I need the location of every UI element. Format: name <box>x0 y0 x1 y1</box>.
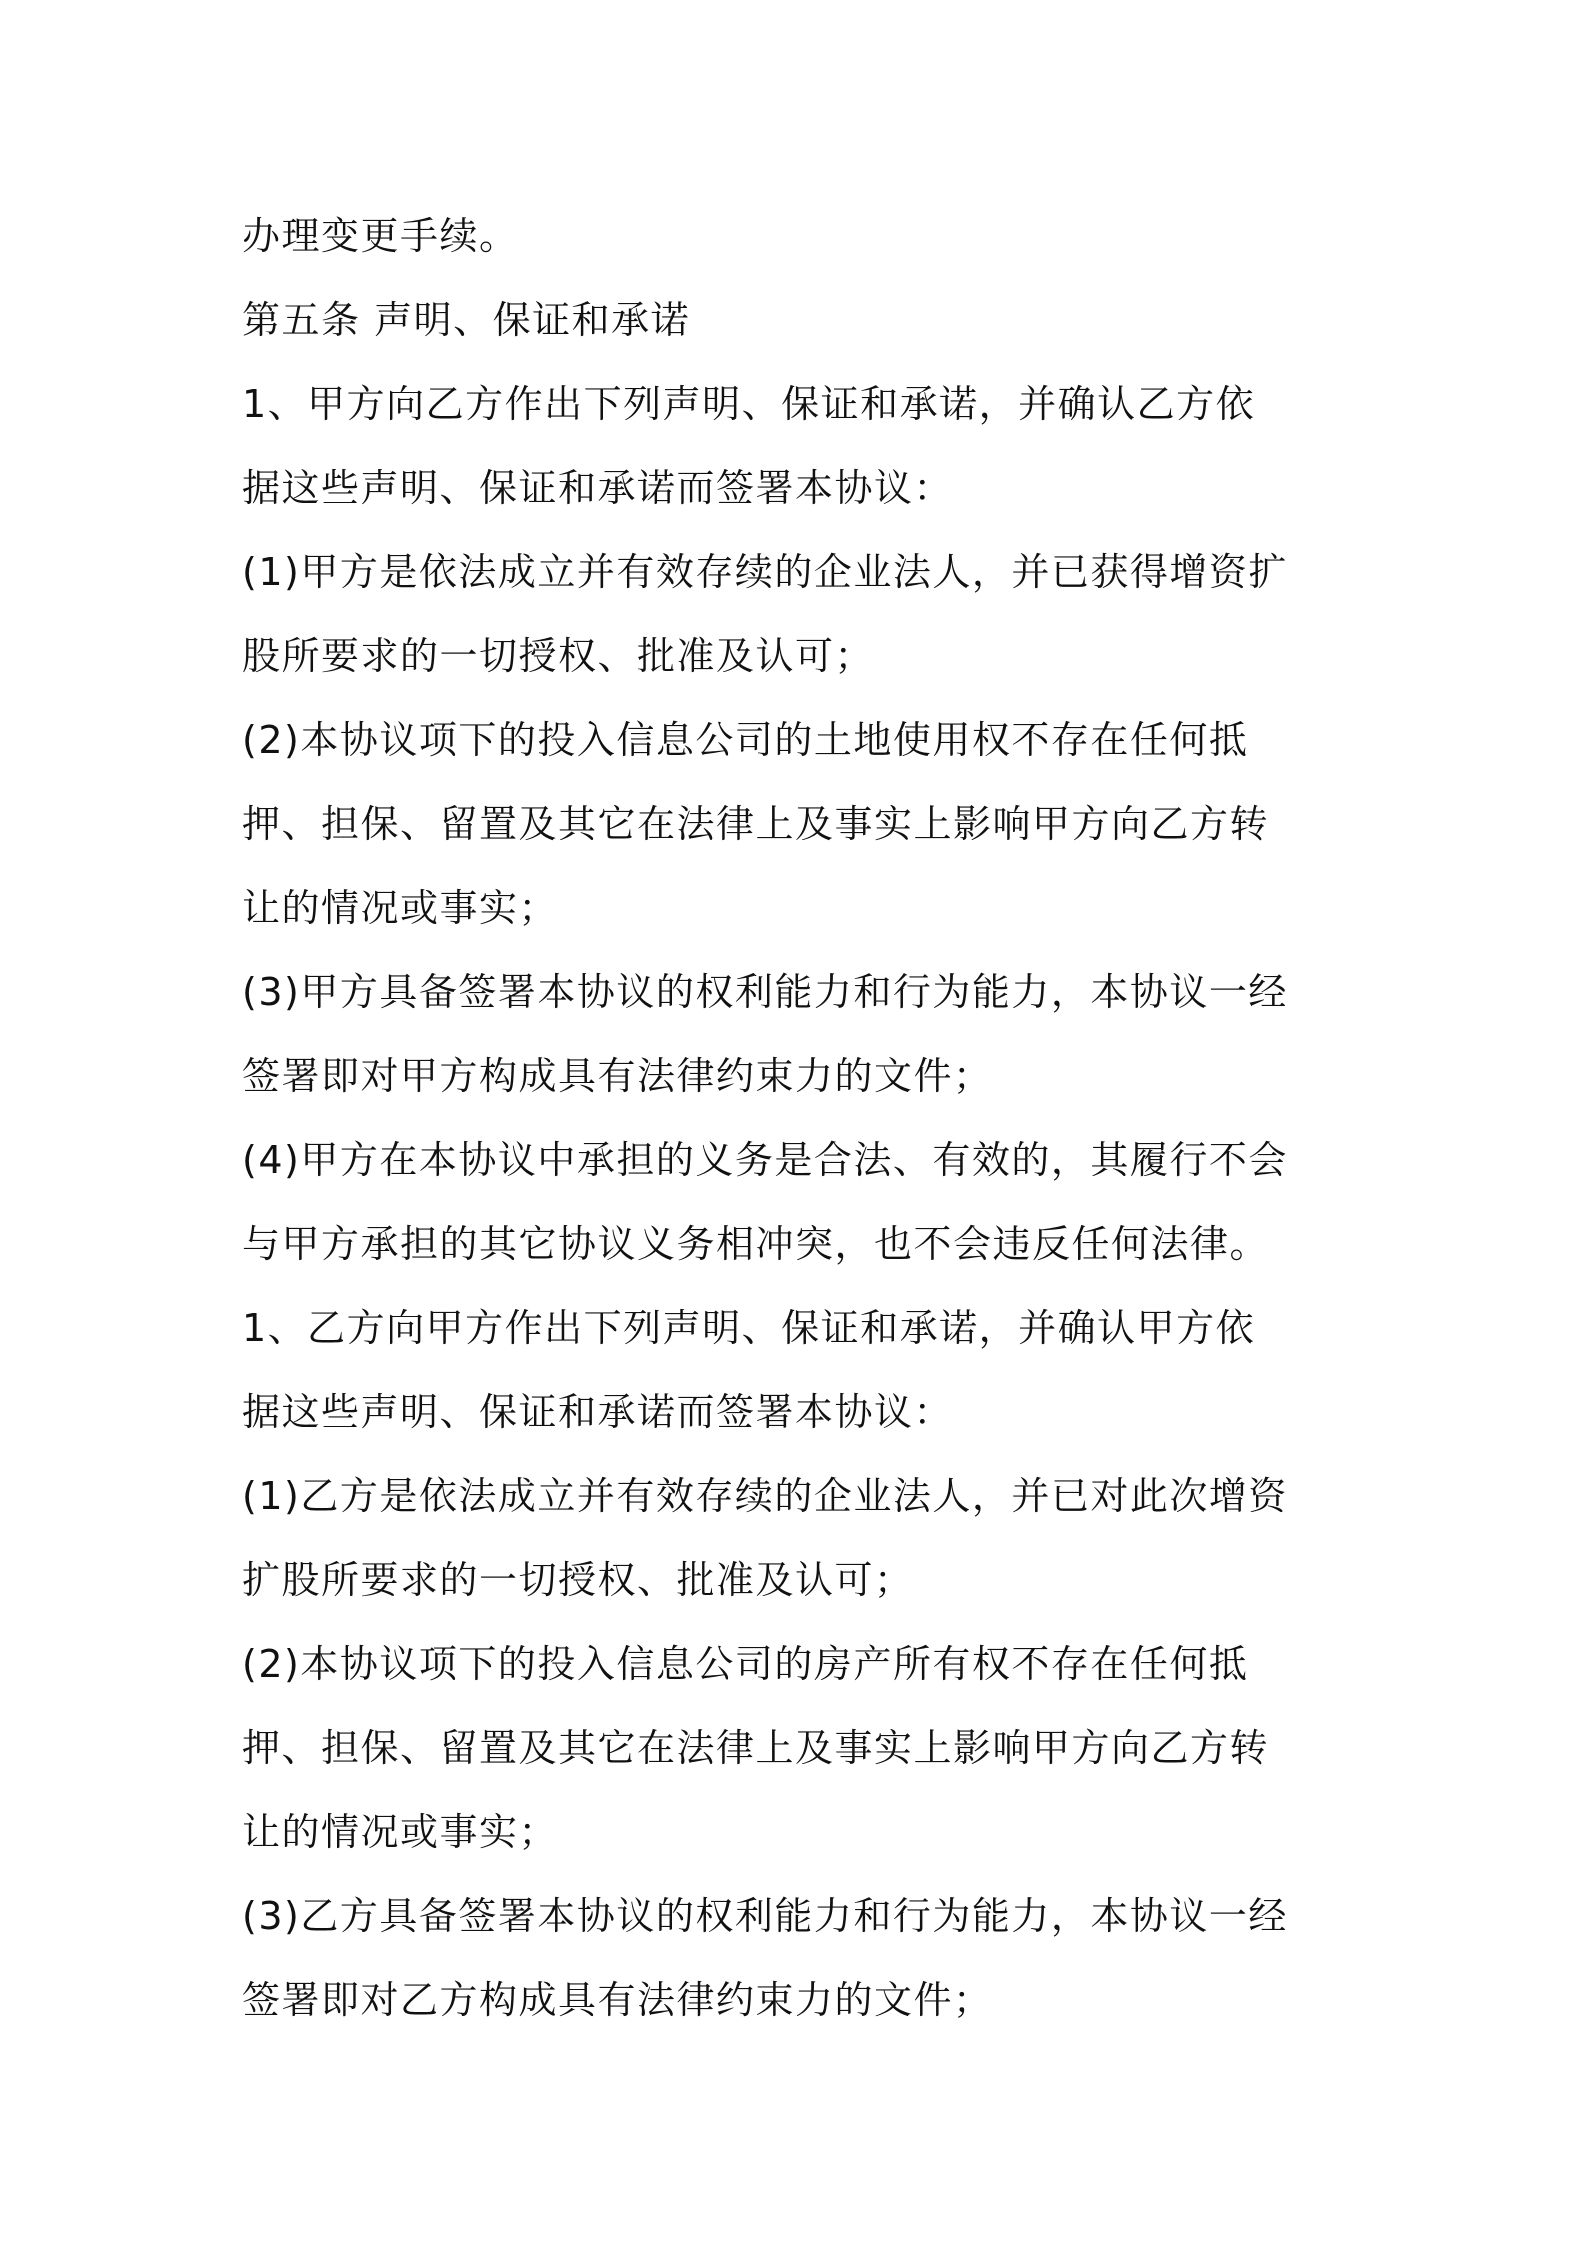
text-line: (1)甲方是依法成立并有效存续的企业法人，并已获得增资扩 <box>242 550 1288 594</box>
text-line: 股所要求的一切授权、批准及认可； <box>242 634 875 678</box>
document-body <box>242 194 1362 2042</box>
text-line: 1、甲方向乙方作出下列声明、保证和承诺，并确认乙方依 <box>242 382 1256 426</box>
text-line: 1、乙方向甲方作出下列声明、保证和承诺，并确认甲方依 <box>242 1306 1256 1350</box>
text-line: 与甲方承担的其它协议义务相冲突，也不会违反任何法律。 <box>242 1222 1270 1266</box>
text-line: (3)乙方具备签署本协议的权利能力和行为能力，本协议一经 <box>242 1894 1288 1938</box>
text-line: 扩股所要求的一切授权、批准及认可； <box>242 1558 914 1602</box>
section-heading: 第五条 声明、保证和承诺 <box>242 298 691 342</box>
text-line: 让的情况或事实； <box>242 886 559 930</box>
text-line: (1)乙方是依法成立并有效存续的企业法人，并已对此次增资 <box>242 1474 1288 1518</box>
text-line: (2)本协议项下的投入信息公司的房产所有权不存在任何抵 <box>242 1642 1249 1686</box>
text-line: 据这些声明、保证和承诺而签署本协议： <box>242 1390 954 1434</box>
text-line: 签署即对乙方构成具有法律约束力的文件； <box>242 1978 993 2022</box>
text-line: (2)本协议项下的投入信息公司的土地使用权不存在任何抵 <box>242 718 1249 762</box>
text-line: 签署即对甲方构成具有法律约束力的文件； <box>242 1054 993 1098</box>
text-line: 押、担保、留置及其它在法律上及事实上影响甲方向乙方转 <box>242 1726 1270 1770</box>
text-line: 办理变更手续。 <box>242 214 519 258</box>
text-line: 让的情况或事实； <box>242 1810 559 1854</box>
text-line: (3)甲方具备签署本协议的权利能力和行为能力，本协议一经 <box>242 970 1288 1014</box>
text-line: 押、担保、留置及其它在法律上及事实上影响甲方向乙方转 <box>242 802 1270 846</box>
text-line: 据这些声明、保证和承诺而签署本协议： <box>242 466 954 510</box>
text-line: (4)甲方在本协议中承担的义务是合法、有效的，其履行不会 <box>242 1138 1288 1182</box>
